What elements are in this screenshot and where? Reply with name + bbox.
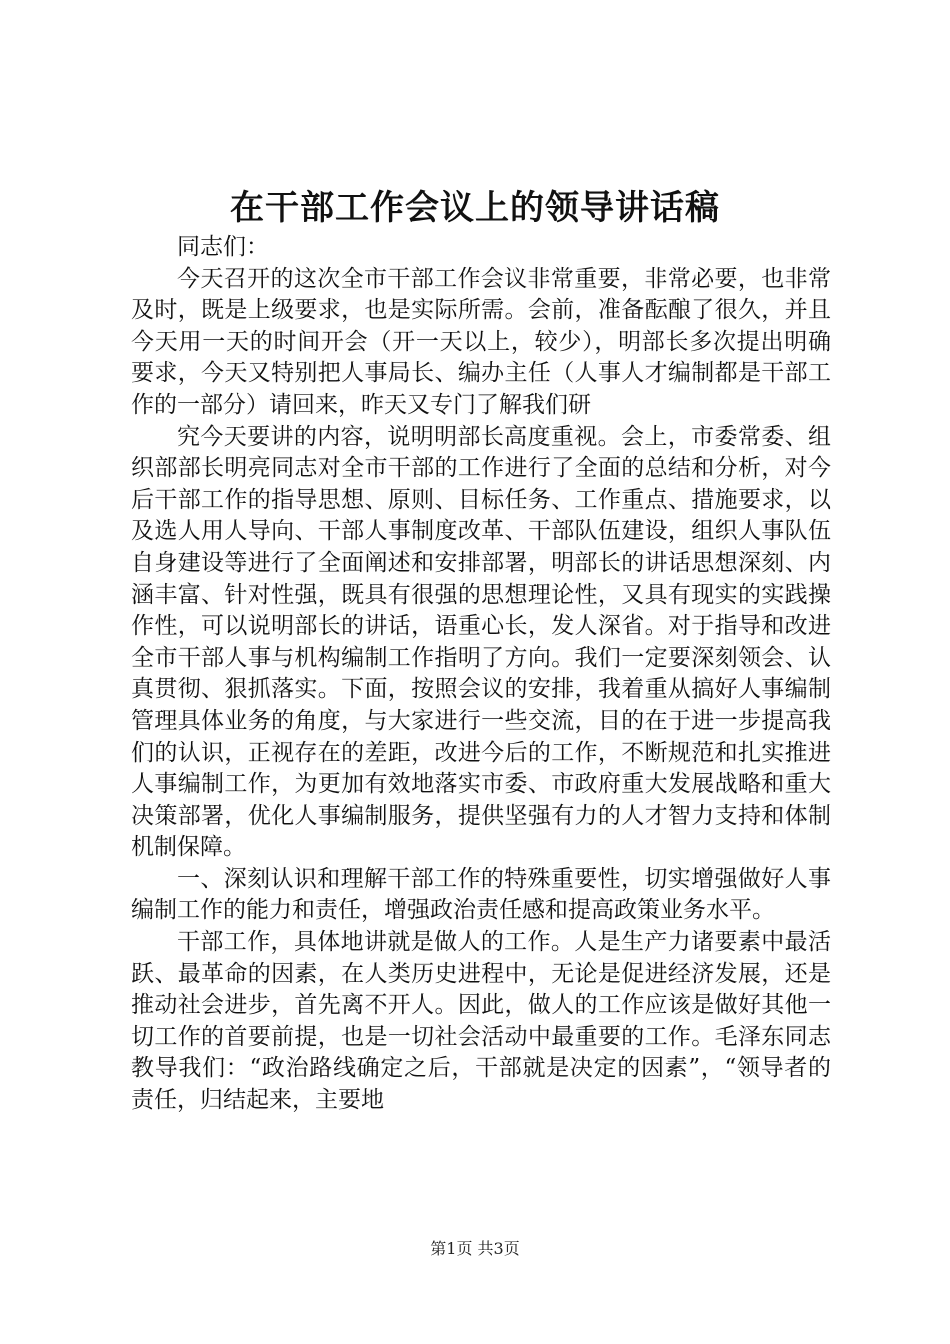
- body-paragraph: 干部工作，具体地讲就是做人的工作。人是生产力诸要素中最活跃、最革命的因素，在人类历史进程中，无论是促进经济发展，还是推动社会进步，首先离不开人。因此，做人的工作应该是做好其他一切工作的首要前提，也是一切社会活动中最重要的工作。毛泽东同志教导我们：“政治路线确定之后，干部就是决定的因素”，“领导者的责任，归结起来，主要地: [131, 929, 831, 1114]
- document-title: 在干部工作会议上的领导讲话稿: [230, 188, 720, 228]
- body-paragraph: 今天召开的这次全市干部工作会议非常重要，非常必要，也非常及时，既是上级要求，也是实际所需。会前，准备酝酿了很久，并且今天用一天的时间开会（开一天以上，较少），明部长多次提出明确要求，今天又特别把人事局长、编办主任（人事人才编制都是干部工作的一部分）请回来，昨天又专门了解我们研: [131, 265, 831, 418]
- section-heading-paragraph: 一、深刻认识和理解干部工作的特殊重要性，切实增强做好人事编制工作的能力和责任，增强政治责任感和提高政策业务水平。: [131, 865, 831, 924]
- body-paragraph: 究今天要讲的内容，说明明部长高度重视。会上，市委常委、组织部部长明亮同志对全市干部的工作进行了全面的总结和分析，对今后干部工作的指导思想、原则、目标任务、工作重点、措施要求，以及选人用人导向、干部人事制度改革、干部队伍建设，组织人事队伍自身建设等进行了全面阐述和安排部署，明部长的讲话思想深刻、内涵丰富、针对性强，既具有很强的思想理论性，又具有现实的实践操作性，可以说明部长的讲话，语重心长，发人深省。对于指导和改进全市干部人事与机构编制工作指明了方向。我们一定要深刻领会、认真贯彻、狠抓落实。下面，按照会议的安排，我着重从搞好人事编制管理具体业务的角度，与大家进行一些交流，目的在于进一步提高我们的认识，正视存在的差距，改进今后的工作，不断规范和扎实推进人事编制工作，为更加有效地落实市委、市政府重大发展战略和重大决策部署，优化人事编制服务，提供坚强有力的人才智力支持和体制机制保障。: [131, 423, 831, 861]
- page-number-footer: 第1页 共3页: [430, 1239, 520, 1258]
- document-body: [131, 232, 831, 1117]
- salutation-paragraph: 同志们：: [177, 234, 269, 260]
